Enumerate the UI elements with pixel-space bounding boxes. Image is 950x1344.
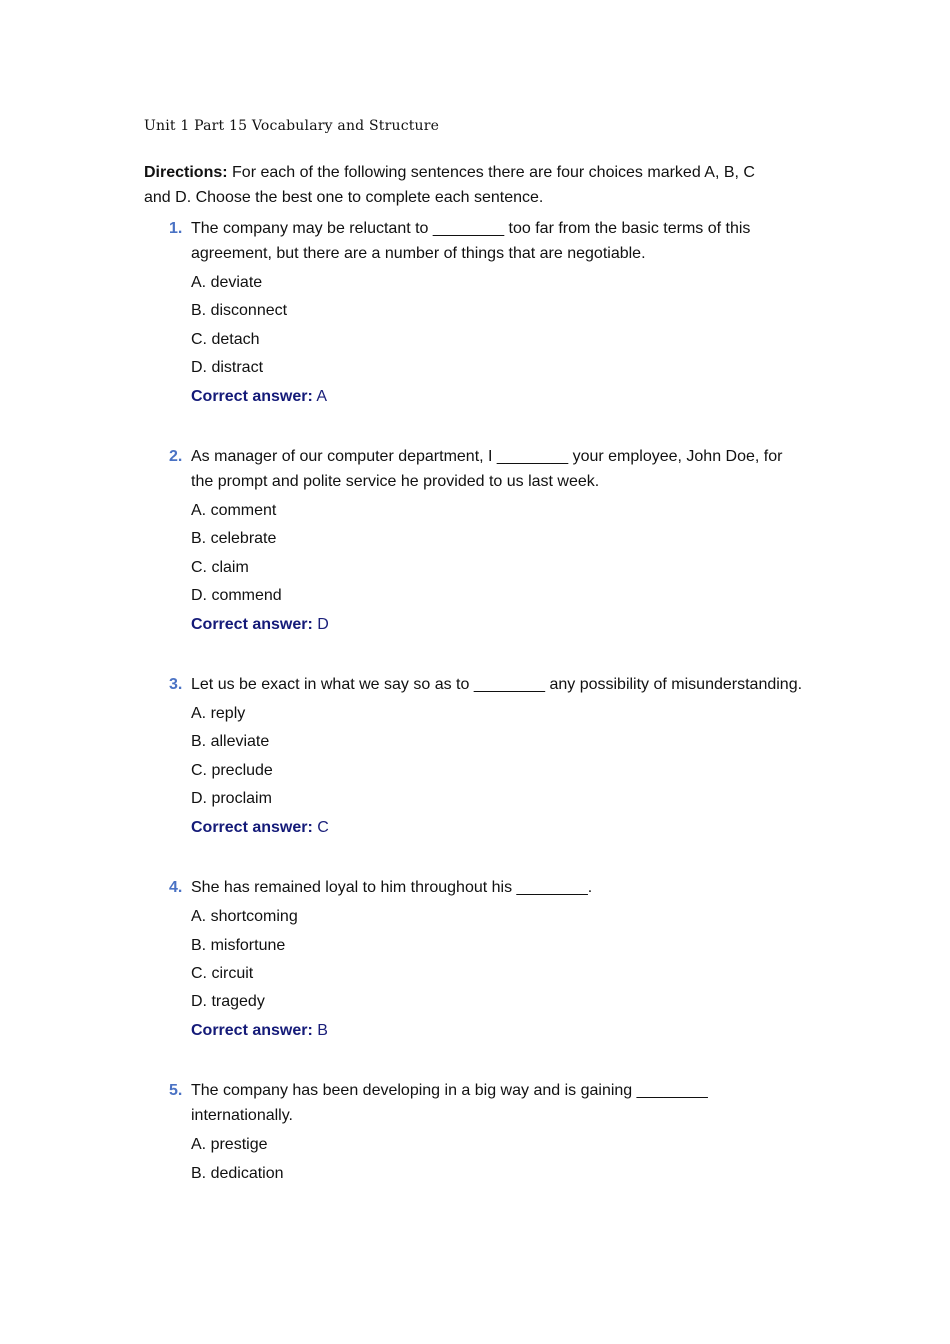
- option-c: C. detach: [191, 330, 260, 348]
- question-text: As manager of our computer department, I ________ your employee, John Doe, for the prompt and polite service he provided to us last week.: [191, 448, 783, 491]
- question-number: 5.: [169, 1082, 183, 1100]
- correct-answer-value: A: [316, 387, 328, 405]
- option-b: B. celebrate: [191, 530, 277, 548]
- directions-text: For each of the following sentences there are four choices marked A, B, C and D. Choose the best one to complete each sentence.: [144, 164, 755, 206]
- option-c: C. circuit: [191, 964, 254, 982]
- question-number: 2.: [169, 448, 183, 466]
- page-title: Unit 1 Part 15 Vocabulary and Structure: [144, 118, 440, 134]
- option-d: D. tragedy: [191, 993, 265, 1011]
- directions: [144, 160, 784, 210]
- option-b: B. disconnect: [191, 302, 288, 320]
- correct-answer-label: Correct answer:: [191, 615, 313, 633]
- option-b: B. alleviate: [191, 733, 270, 751]
- correct-answer-label: Correct answer:: [191, 1021, 313, 1039]
- question-number: 3.: [169, 676, 183, 694]
- option-a: A. shortcoming: [191, 908, 298, 926]
- correct-answer-value: D: [317, 615, 329, 633]
- question-list: [144, 216, 804, 1221]
- correct-answer: [191, 814, 804, 842]
- correct-answer: [191, 383, 804, 411]
- correct-answer: [191, 1017, 804, 1045]
- correct-answer-value: B: [317, 1021, 328, 1039]
- correct-answer-label: Correct answer:: [191, 818, 313, 836]
- option-c: C. preclude: [191, 761, 273, 779]
- correct-answer-label: Correct answer:: [191, 387, 313, 405]
- option-c: C. claim: [191, 558, 249, 576]
- question-5: [144, 1078, 804, 1188]
- option-d: D. commend: [191, 587, 282, 605]
- option-a: A. deviate: [191, 274, 263, 291]
- question-number: 1.: [169, 220, 183, 237]
- question-4: [144, 875, 804, 1045]
- option-a: A. reply: [191, 705, 246, 723]
- question-2: [144, 444, 804, 639]
- question-text: The company has been developing in a big way and is gaining ________ internationally.: [191, 1082, 708, 1125]
- option-b: B. dedication: [191, 1164, 284, 1182]
- question-3: [144, 672, 804, 842]
- option-a: A. prestige: [191, 1136, 268, 1154]
- question-text: She has remained loyal to him throughout his ________.: [191, 879, 593, 897]
- option-a: A. comment: [191, 502, 277, 520]
- directions-label: Directions:: [144, 164, 228, 181]
- question-number: 4.: [169, 879, 183, 897]
- correct-answer: [191, 611, 804, 639]
- question-text: Let us be exact in what we say so as to ________ any possibility of misunderstanding.: [191, 676, 803, 694]
- correct-answer-value: C: [317, 818, 329, 836]
- option-d: D. distract: [191, 359, 264, 377]
- option-b: B. misfortune: [191, 936, 286, 954]
- question-text: The company may be reluctant to ________ too far from the basic terms of this agreement, but there are a number of things that are negotiable.: [191, 220, 751, 262]
- question-1: [144, 216, 804, 411]
- option-d: D. proclaim: [191, 790, 272, 808]
